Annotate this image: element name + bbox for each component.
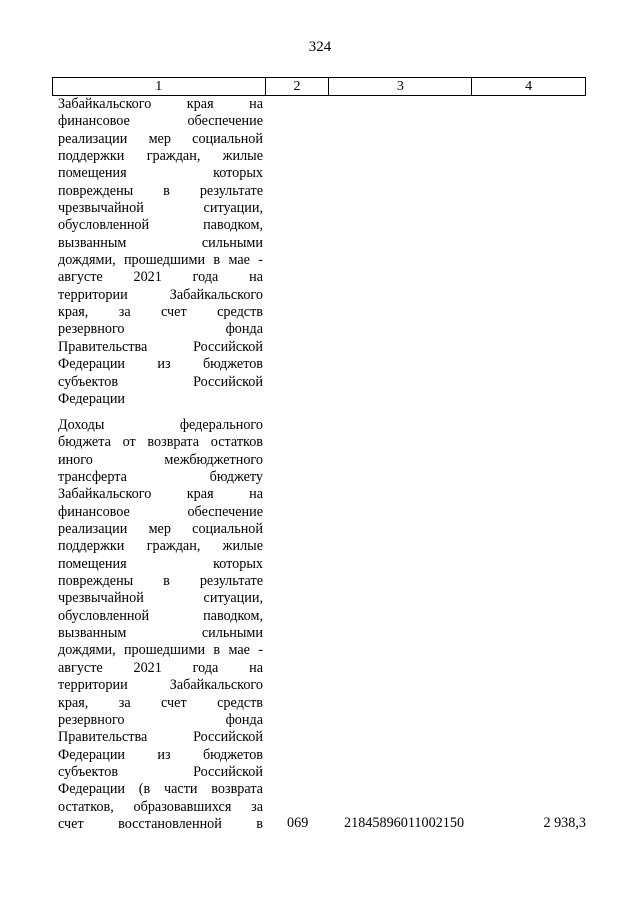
- description-line: финансовое обеспечение: [58, 113, 263, 130]
- description-line: помещения которых: [58, 555, 263, 572]
- description-line: реализации мер социальной: [58, 521, 263, 538]
- budget-table: [52, 77, 586, 832]
- description-line: вызванным сильными: [58, 625, 263, 642]
- description-line: территории Забайкальского: [58, 286, 263, 303]
- description-line: дождями, прошедшими в мае -: [58, 252, 263, 269]
- description-line: субъектов Российской: [58, 763, 263, 780]
- description-line: счет восстановленной в: [58, 815, 263, 832]
- description-line: Забайкальского края на: [58, 96, 263, 112]
- description-line: обусловленной паводком,: [58, 607, 263, 624]
- amount-value: 2 938,3: [543, 815, 586, 831]
- header-col-1: 1: [53, 78, 266, 95]
- description-line: остатков, образовавшихся за: [58, 798, 263, 815]
- header-col-2: 2: [266, 78, 330, 95]
- description-line: края, за счет средств: [58, 694, 263, 711]
- description-line: территории Забайкальского: [58, 677, 263, 694]
- description-line: резервного фонда: [58, 321, 263, 338]
- description-line: Правительства Российской: [58, 729, 263, 746]
- description-line: повреждены в результате: [58, 573, 263, 590]
- description-line: дождями, прошедшими в мае -: [58, 642, 263, 659]
- description-line: Правительства Российской: [58, 338, 263, 355]
- description-line: Федерации: [58, 390, 126, 407]
- description-line: Федерации (в части возврата: [58, 781, 263, 798]
- description-line: поддержки граждан, жилые: [58, 538, 263, 555]
- description-line: чрезвычайной ситуации,: [58, 590, 263, 607]
- description-line: субъектов Российской: [58, 373, 263, 390]
- description-line: Федерации из бюджетов: [58, 746, 263, 763]
- description-line: трансферта бюджету: [58, 469, 263, 486]
- row-description: [58, 417, 263, 833]
- table-header-row: [52, 77, 586, 96]
- description-line: чрезвычайной ситуации,: [58, 200, 263, 217]
- description-line: иного межбюджетного: [58, 451, 263, 468]
- description-line: Забайкальского края на: [58, 486, 263, 503]
- description-line: края, за счет средств: [58, 304, 263, 321]
- admin-code: 069: [287, 815, 309, 831]
- budget-classification-code: 21845896011002150: [344, 815, 465, 831]
- description-line: реализации мер социальной: [58, 130, 263, 147]
- description-line: Доходы федерального: [58, 417, 263, 433]
- description-line: обусловленной паводком,: [58, 217, 263, 234]
- description-line: помещения которых: [58, 165, 263, 182]
- description-line: августе 2021 года на: [58, 269, 263, 286]
- header-col-3: 3: [329, 78, 472, 95]
- description-line: бюджета от возврата остатков: [58, 434, 263, 451]
- page-number: 324: [308, 39, 332, 55]
- header-col-4: 4: [472, 78, 586, 95]
- description-line: поддержки граждан, жилые: [58, 148, 263, 165]
- description-line: Федерации из бюджетов: [58, 356, 263, 373]
- description-line: финансовое обеспечение: [58, 503, 263, 520]
- row-description: [58, 96, 263, 408]
- description-line: повреждены в результате: [58, 182, 263, 199]
- description-line: августе 2021 года на: [58, 659, 263, 676]
- description-line: вызванным сильными: [58, 234, 263, 251]
- description-line: резервного фонда: [58, 711, 263, 728]
